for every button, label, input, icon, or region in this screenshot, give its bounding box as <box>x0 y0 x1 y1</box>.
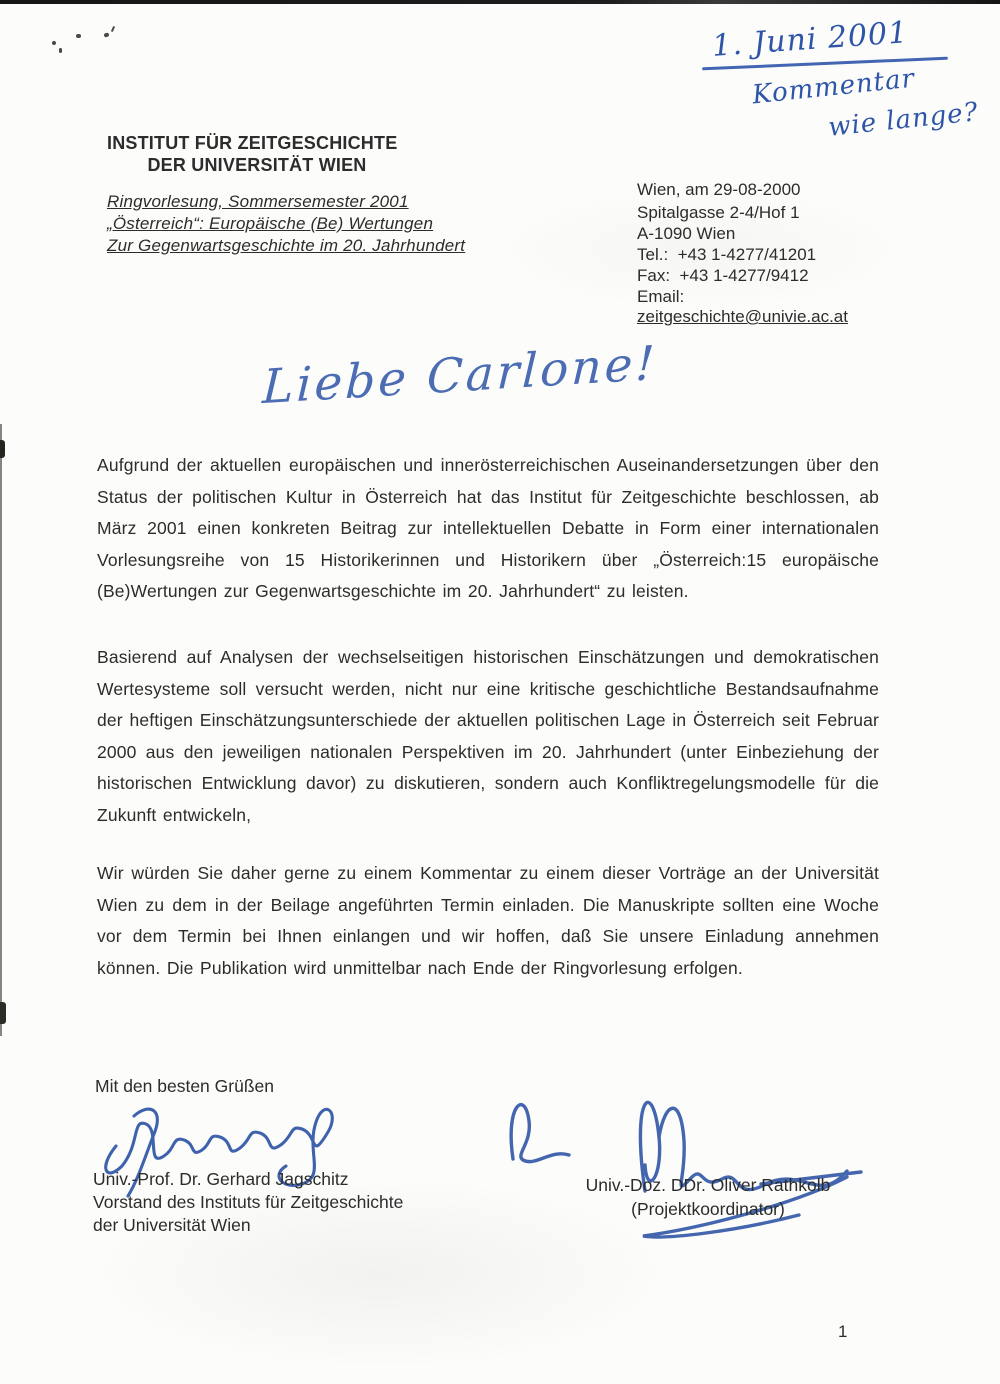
ink-speck <box>59 48 62 53</box>
right-signer-role: (Projektkoordinator) <box>631 1198 785 1219</box>
contact-date: Wien, am 29-08-2000 <box>637 180 801 199</box>
closing-greeting: Mit den besten Grüßen <box>95 1076 274 1096</box>
ink-speck <box>111 26 115 32</box>
handwritten-salutation: Liebe Carlone! <box>261 335 659 416</box>
scan-artifact-blob <box>0 440 5 458</box>
scan-artifact-blob <box>0 1002 6 1024</box>
body-paragraph-1: Aufgrund der aktuellen europäischen und innerösterreichischen Auseinandersetzungen über den Status der politischen Kultur in Österreich hat das Institut für Zeitgeschichte beschlossen, ab März 2001 einen konkreten Beitrag zur intellektuellen Debatte in Form einer internationalen Vorlesungsreihe von 15 Historikerinnen und Historikern über „Österreich:15 europäische (Be)Wertungen zur Gegenwartsgeschichte im 20. Jahrhundert“ zu leisten. <box>97 455 879 602</box>
contact-city: A-1090 Wien <box>637 224 736 243</box>
contact-fax: Fax: +43 1-4277/9412 <box>637 266 809 285</box>
body-paragraph-2: Basierend auf Analysen der wechselseitigen historischen Einschätzungen und demokratischen Wertesysteme soll versucht werden, nicht nur eine kritische geschichtliche Bestandsaufnahme der heftigen Einschätzungsunterschiede der aktuellen politischen Lage in Österreich seit Februar 2000 aus den jeweiligen nationalen Perspektiven im 20. Jahrhundert (unter Einbeziehung der historischen Entwicklung davor) zu diskutieren, sondern auch Konfliktregelungsmodelle für die Zukunft entwickeln, <box>97 647 879 825</box>
left-signer-role2: der Universität Wien <box>93 1215 251 1235</box>
letterhead-line2: DER UNIVERSITÄT WIEN <box>147 155 367 175</box>
subject-line: „Österreich“: Europäische (Be) Wertungen <box>107 214 434 233</box>
ink-speck <box>51 40 56 45</box>
right-signer-block <box>558 1174 858 1221</box>
contact-street: Spitalgasse 2-4/Hof 1 <box>637 203 800 222</box>
left-signer-role1: Vorstand des Instituts für Zeitgeschichte <box>93 1192 404 1212</box>
handwritten-date-note: 1. Juni 2001 <box>711 15 910 64</box>
email-address: zeitgeschichte@univie.ac.at <box>637 307 848 326</box>
subject-line: Zur Gegenwartsgeschichte im 20. Jahrhundert <box>107 236 466 255</box>
left-signer-block <box>93 1168 403 1237</box>
contact-email-label: Email: <box>637 287 685 306</box>
subject-line: Ringvorlesung, Sommersemester 2001 <box>107 192 409 211</box>
ink-speck <box>76 34 81 38</box>
handwritten-comment-line2: wie lange? <box>826 97 980 143</box>
handwritten-comment-line1: Kommentar <box>750 63 917 111</box>
contact-tel: Tel.: +43 1-4277/41201 <box>637 245 817 264</box>
ink-speck <box>103 32 109 37</box>
scan-artifact-top-edge <box>0 0 1000 4</box>
page-number: 1 <box>838 1322 848 1341</box>
scan-artifact-left-edge <box>0 424 2 1036</box>
right-signer-name: Univ.-Doz. DDr. Oliver Rathkolb <box>585 1175 831 1195</box>
body-paragraph-3: Wir würden Sie daher gerne zu einem Kommentar zu einem dieser Vorträge an der Universität Wien zu dem in der Beilage angeführten Termin einladen. Die Manuskripte sollten eine Woche vor dem Termin bei Ihnen einlangen und wir hoffen, daß Sie unsere Einladung annehmen können. Die Publikation wird unmittelbar nach Ende der Ringvorlesung erfolgen. <box>97 863 879 978</box>
letterhead-line1: INSTITUT FÜR ZEITGESCHICHTE <box>107 133 398 153</box>
left-signer-name: Univ.-Prof. Dr. Gerhard Jagschitz <box>93 1169 349 1189</box>
